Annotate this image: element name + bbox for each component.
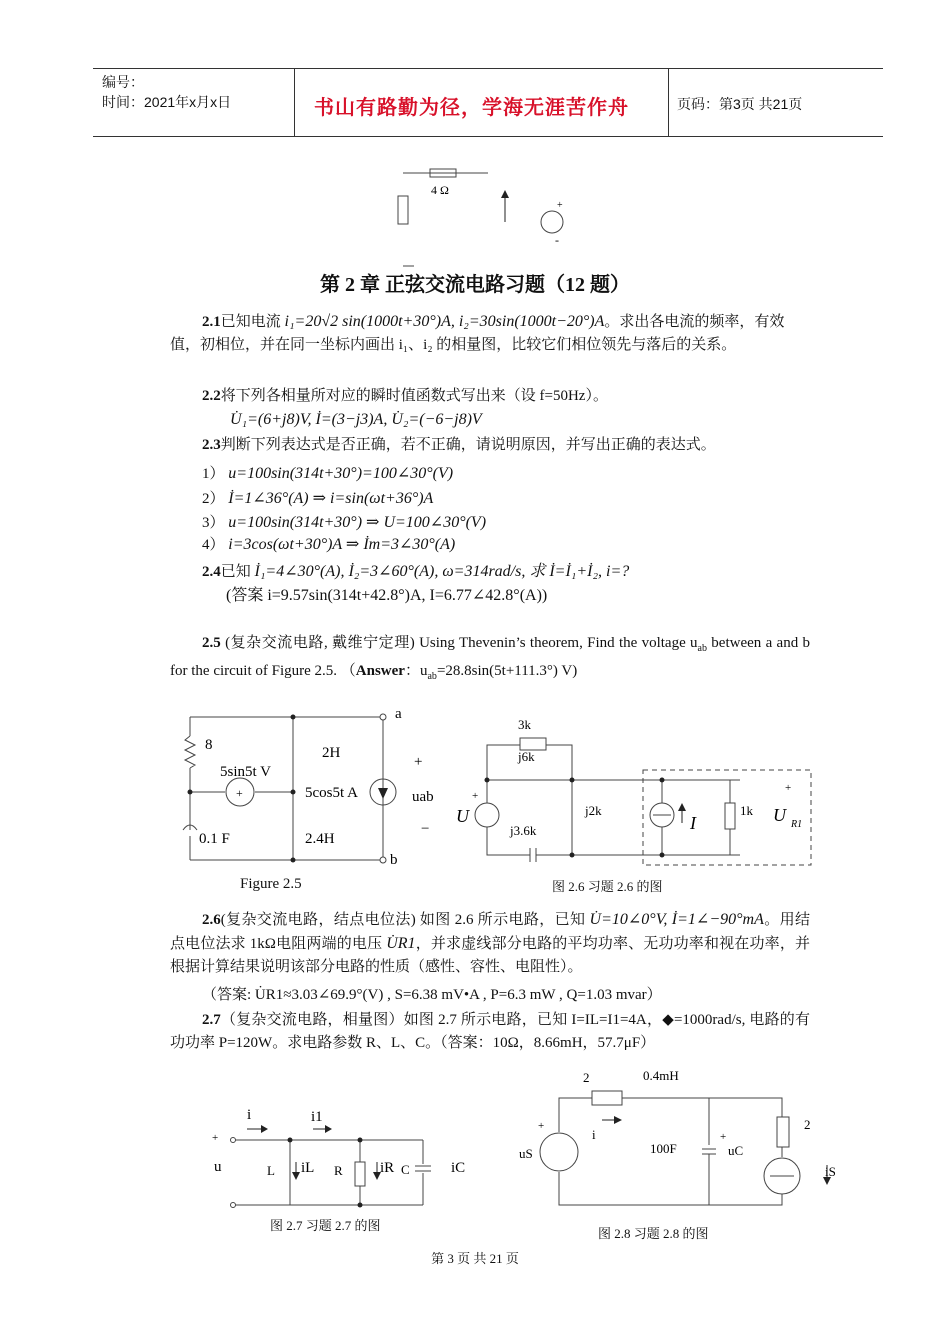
- chapter-title: 第 2 章 正弦交流电路习题（12 题）: [320, 274, 630, 296]
- label-5cos5t: 5cos5t A: [305, 785, 358, 801]
- item-2-3-3: 3） u=100sin(314t+30°) ⇒ U=100∠30°(V): [202, 514, 487, 531]
- problem-2-1: 2.1已知电流 i₁=20√2 sin(1000t+30°)A, i₂=30sin(1000t−20°)A。求出各电流的频率，有效值，初相位，并在同一坐标内画出 i₁、i₂ 的相量图，比较它们相位领先与落后的关系。: [170, 313, 785, 353]
- label-0-1f: 0.1 F: [199, 831, 230, 847]
- resistor-2-icon: [592, 1091, 622, 1105]
- resistor-1k-icon: [725, 803, 735, 829]
- formula-2-1: i₁=20√2 sin(1000t+30°)A, i₂=30sin(1000t−20°)A: [284, 313, 605, 330]
- svg-text:0.4mH: 0.4mH: [643, 1068, 679, 1083]
- resistor-r-icon: [355, 1162, 365, 1186]
- svg-text:R: R: [334, 1163, 343, 1178]
- resistor-2b-icon: [777, 1117, 789, 1147]
- svg-text:−: −: [421, 821, 430, 837]
- svg-text:iS: iS: [825, 1164, 836, 1179]
- svg-text:2: 2: [583, 1070, 590, 1085]
- arrow-right-icon: [325, 1125, 332, 1133]
- label-2h: 2H: [322, 745, 341, 761]
- svg-text:iL: iL: [301, 1160, 315, 1176]
- header-time: 时间：2021年x月x日: [102, 94, 232, 110]
- svg-text:i1: i1: [311, 1109, 323, 1125]
- problem-2-2: 2.2将下列各相量所对应的瞬时值函数式写出来（设 f=50Hz）。: [202, 388, 608, 404]
- label-j2k: j2k: [585, 803, 602, 818]
- figure-2-8: [512, 1065, 842, 1220]
- label-ur1: U: [773, 805, 786, 825]
- answer-2-4: (答案 i=9.57sin(314t+42.8°)A, I=6.77∠42.8°(A)): [226, 587, 548, 604]
- formula-2-2: U̇₁=(6+j8)V, İ=(3−j3)A, U̇₂=(−6−j8)V: [230, 411, 482, 428]
- footer-page: 第 3 页 共 21 页: [431, 1251, 519, 1266]
- resistor-8-icon: [185, 736, 195, 768]
- caption-fig-2-8: 图 2.8 习题 2.8 的图: [598, 1226, 709, 1241]
- svg-text:+: +: [236, 786, 243, 800]
- problem-2-4: 2.4已知 İ₁=4∠30°(A), İ₂=3∠60°(A), ω=314rad/s, 求 İ=İ₁+İ₂, i=?: [202, 563, 630, 580]
- label-u-phasor: U: [456, 806, 469, 826]
- label-3k: 3k: [518, 717, 531, 732]
- label-5sin5t: 5sin5t V: [220, 764, 271, 780]
- arrow-right-icon: [261, 1125, 268, 1133]
- svg-text:u: u: [214, 1159, 222, 1175]
- arrow-up-icon: [678, 803, 686, 811]
- svg-text:uS: uS: [519, 1146, 533, 1161]
- svg-text:4 Ω: 4 Ω: [431, 183, 449, 197]
- caption-fig-2-7: 图 2.7 习题 2.7 的图: [270, 1218, 381, 1233]
- svg-text:+: +: [538, 1120, 545, 1132]
- header-divider-1: [294, 68, 295, 136]
- source-circle-icon: [541, 211, 563, 233]
- arrow-down-icon: [378, 788, 388, 799]
- arrow-right-icon: [614, 1116, 622, 1124]
- problem-2-5: 2.5 (复杂交流电路, 戴维宁定理) Using Thevenin’s theorem, Find the voltage $u_{ab}$ between a and b for the circuit of Figure 2.5. （Answer：$u_{ab}=28.8\sin(5t+111.3^\circ)$ V): [170, 635, 811, 682]
- svg-text:iR: iR: [380, 1160, 395, 1176]
- voltage-source-u-icon: [475, 803, 499, 827]
- svg-text:+: +: [212, 1132, 219, 1144]
- svg-text:-: -: [555, 233, 559, 247]
- label-8: 8: [205, 737, 213, 753]
- svg-text:R1: R1: [791, 819, 803, 830]
- voltage-source-us-icon: [540, 1133, 578, 1171]
- svg-text:2: 2: [804, 1117, 811, 1132]
- node-a: a: [395, 706, 402, 722]
- figure-2-6: [450, 705, 820, 875]
- header-divider-2: [668, 68, 669, 136]
- arrow-down-icon: [292, 1172, 300, 1180]
- known-2-6: U̇=10∠0°V, İ=1∠−90°mA: [589, 911, 764, 928]
- svg-text:i: i: [592, 1127, 596, 1142]
- header-top-rule: [93, 68, 883, 69]
- node-b: b: [390, 852, 398, 868]
- top-figure: [390, 160, 580, 272]
- svg-text:+: +: [785, 782, 792, 794]
- svg-text:+: +: [557, 200, 563, 211]
- svg-text:+: +: [720, 1131, 727, 1143]
- label-uab: uab: [412, 789, 434, 805]
- problem-2-7: 2.7（复杂交流电路，相量图）如图 2.7 所示电路，已知 I=IL=I1=4A，◆=1000rad/s, 电路的有功功率 P=120W。求电路参数 R、L、C。（答案：10Ω，8.66mH，57.7μF）: [170, 1012, 810, 1051]
- label-2-4h: 2.4H: [305, 831, 335, 847]
- problem-2-6: 2.6(复杂交流电路，结点电位法) 如图 2.6 所示电路，已知 U̇=10∠0°V, İ=1∠−90°mA。用结点电位法求 1kΩ电阻两端的电压 U̇R1，并求虚线部分电路的平均功率、无功功率和视在功率，并根据计算结果说明该部分电路的性质（感性、容性、电阻性）。: [170, 911, 811, 975]
- item-2-3-4: 4） i=3cos(ωt+30°)A ⇒ İm=3∠30°(A): [202, 536, 456, 553]
- label-1k: 1k: [740, 803, 753, 818]
- svg-text:+: +: [472, 790, 479, 802]
- problem-2-3: 2.3判断下列表达式是否正确，若不正确，请说明原因，并写出正确的表达式。: [202, 437, 716, 453]
- figure-2-5: [175, 700, 445, 900]
- caption-fig-2-5: Figure 2.5: [240, 876, 302, 892]
- item-2-3-2: 2） İ=1∠36°(A) ⇒ i=sin(ωt+36°)A: [202, 490, 434, 507]
- svg-text:100F: 100F: [650, 1141, 677, 1156]
- caption-fig-2-6: 图 2.6 习题 2.6 的图: [552, 879, 663, 894]
- svg-text:+: +: [414, 754, 423, 770]
- label-j3-6k: j3.6k: [510, 823, 537, 838]
- svg-text:L: L: [267, 1163, 275, 1178]
- svg-text:iC: iC: [451, 1160, 466, 1176]
- item-2-3-1: 1） u=100sin(314t+30°)=100∠30°(V): [202, 465, 454, 482]
- answer-2-6: （答案: U̇R1≈3.03∠69.9°(V) , S=6.38 mV•A , P=6.3 mW , Q=1.03 mvar）: [202, 987, 662, 1003]
- header-page: 页码：第3页 共21页: [677, 96, 803, 112]
- header-bottom-rule: [93, 136, 883, 137]
- svg-text:C: C: [401, 1162, 410, 1177]
- header-motto: 书山有路勤为径，学海无涯苦作舟: [314, 97, 629, 119]
- svg-text:i: i: [247, 1107, 252, 1123]
- svg-text:uC: uC: [728, 1143, 744, 1158]
- label-j6k: j6k: [518, 749, 535, 764]
- figure-2-7: [205, 1100, 475, 1215]
- header-number: 编号：: [102, 74, 144, 90]
- label-i-phasor: I: [690, 813, 696, 833]
- arrow-up-icon: [501, 190, 509, 198]
